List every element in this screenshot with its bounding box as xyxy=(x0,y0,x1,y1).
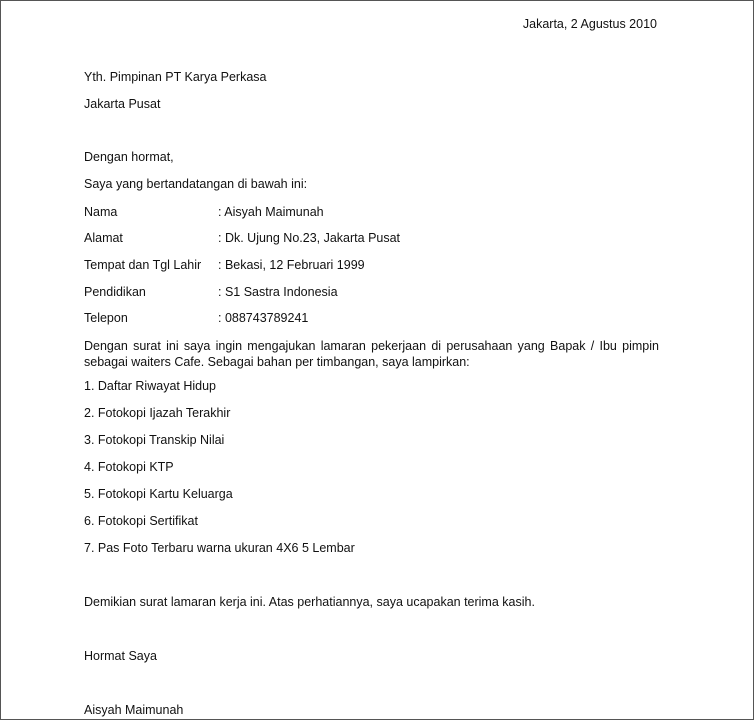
salutation: Dengan hormat, xyxy=(84,150,174,164)
field-value-alamat: : Dk. Ujung No.23, Jakarta Pusat xyxy=(218,231,401,245)
field-label-alamat: Alamat xyxy=(84,231,123,245)
recipient-line-1: Yth. Pimpinan PT Karya Perkasa xyxy=(84,70,267,84)
closing-greeting: Hormat Saya xyxy=(84,649,157,663)
field-value-tempat-tgl-lahir: : Bekasi, 12 Februari 1999 xyxy=(218,258,365,272)
attachment-item: 7. Pas Foto Terbaru warna ukuran 4X6 5 Lembar xyxy=(84,541,355,555)
body-paragraph: Dengan surat ini saya ingin mengajukan lamaran pekerjaan di perusahaan yang Bapak / Ibu pimpin sebagai waiters Cafe. Sebagai bahan per timbangan, saya lampirkan: xyxy=(84,339,659,369)
attachment-item: 2. Fotokopi Ijazah Terakhir xyxy=(84,406,231,420)
field-value-nama: : Aisyah Maimunah xyxy=(218,205,324,219)
attachment-item: 5. Fotokopi Kartu Keluarga xyxy=(84,487,233,501)
field-label-telepon: Telepon xyxy=(84,311,128,325)
signature-name: Aisyah Maimunah xyxy=(84,703,184,717)
attachment-item: 1. Daftar Riwayat Hidup xyxy=(84,379,217,393)
attachment-item: 4. Fotokopi KTP xyxy=(84,460,174,474)
recipient-line-2: Jakarta Pusat xyxy=(84,97,161,111)
closing-paragraph: Demikian surat lamaran kerja ini. Atas perhatiannya, saya ucapakan terima kasih. xyxy=(84,595,535,609)
letter-date: Jakarta, 2 Agustus 2010 xyxy=(522,17,657,31)
field-value-pendidikan: : S1 Sastra Indonesia xyxy=(218,285,338,299)
intro-text: Saya yang bertandatangan di bawah ini: xyxy=(84,177,308,191)
field-value-telepon: : 088743789241 xyxy=(218,311,309,325)
field-label-tempat-tgl-lahir: Tempat dan Tgl Lahir xyxy=(84,258,202,272)
field-label-nama: Nama xyxy=(84,205,118,219)
attachment-item: 6. Fotokopi Sertifikat xyxy=(84,514,198,528)
attachment-item: 3. Fotokopi Transkip Nilai xyxy=(84,433,225,447)
field-label-pendidikan: Pendidikan xyxy=(84,285,146,299)
